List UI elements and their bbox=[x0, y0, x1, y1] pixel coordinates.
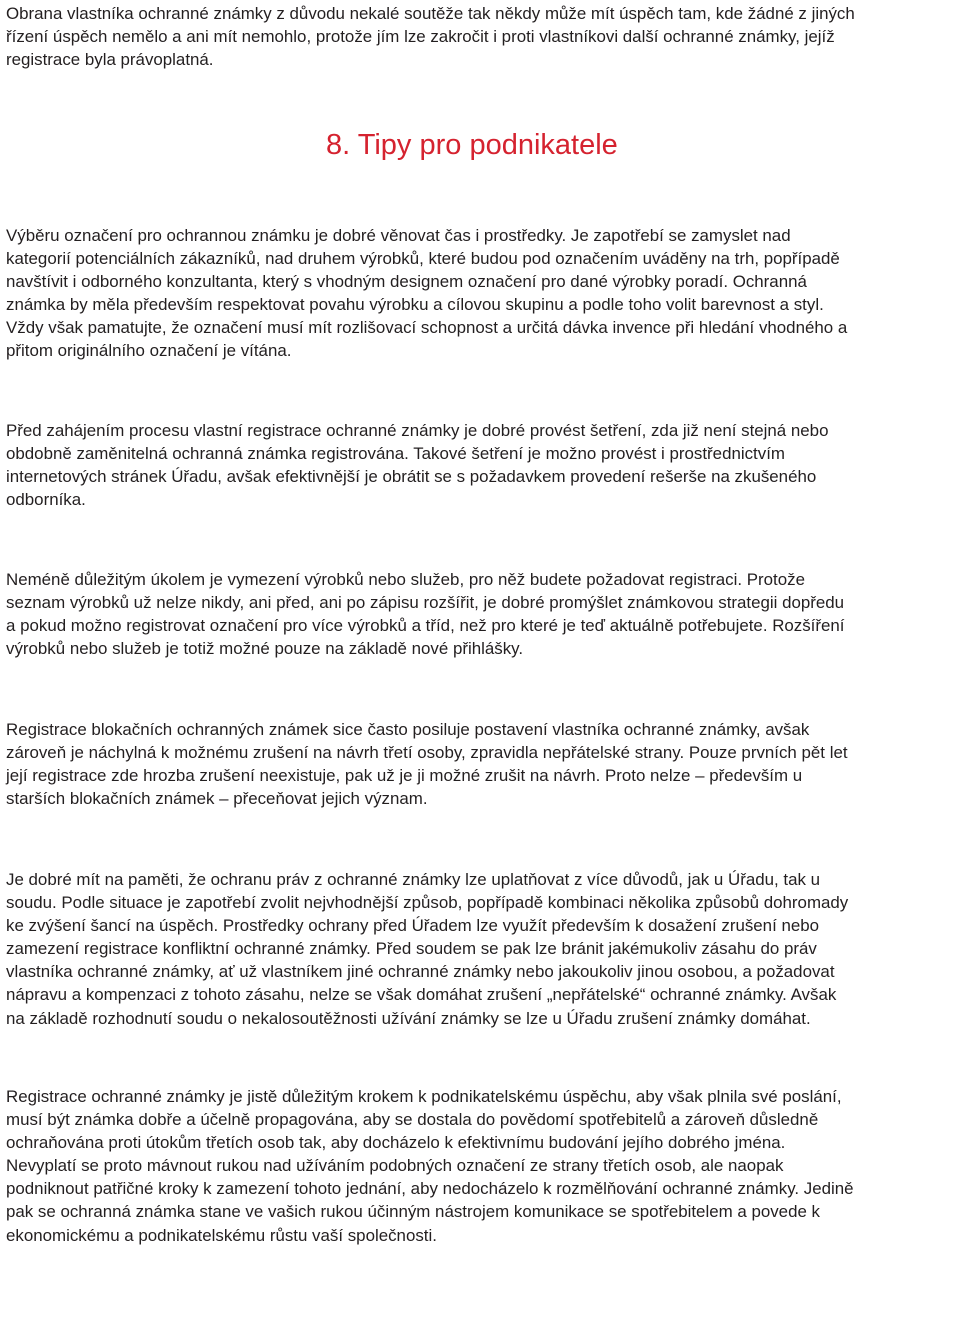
text-line: pak se ochranná známka stane ve vašich rukou účinným nástrojem komunikace se spotřebitelem a povede k bbox=[6, 1202, 820, 1222]
text-line: Registrace blokačních ochranných známek sice často posiluje postavení vlastníka ochranné známky, avšak bbox=[6, 720, 810, 739]
text-line: musí být známka dobře a účelně propagována, aby se dostala do povědomí spotřebitelů a zároveň důsledně bbox=[6, 1110, 819, 1130]
text-line: kategorií potenciálních zákazníků, nad druhem výrobků, které budou pod označením uváděny na trh, popřípadě bbox=[6, 249, 840, 269]
text-line: registrace byla právoplatná. bbox=[6, 50, 214, 70]
text-line: ekonomickému a podnikatelskému růstu vaší společnosti. bbox=[6, 1225, 437, 1245]
text-line: seznam výrobků už nelze nikdy, ani před, ani po zápisu rozšířit, je dobré promýšlet známkovou strategii dopředu bbox=[6, 593, 845, 613]
text-line: Nevyplatí se proto mávnout rukou nad užíváním podobných označení ze strany třetích osob, ale naopak bbox=[6, 1156, 784, 1176]
text-line: obdobně zaměnitelná ochranná známka registrována. Takové šetření je možno provést i prostřednictvím bbox=[6, 444, 785, 464]
text-line: ochraňována proti útokům třetích osob tak, aby docházelo k efektivnímu budování jejího dobrého jména. bbox=[6, 1133, 786, 1153]
text-line: řízení úspěch nemělo a ani mít nemohlo, protože jím lze zakročit i proti vlastníkovi další ochranné známky, jejíž bbox=[6, 27, 835, 47]
text-line: zároveň je náchylná k možnému zrušení na návrh třetí osoby, zpravidla nepřátelské strany. Pouze prvních pět let bbox=[6, 743, 848, 763]
text-line: Obrana vlastníka ochranné známky z důvodu nekalé soutěže tak někdy může mít úspěch tam, kde žádné z jiných bbox=[6, 4, 855, 23]
text-line: Výběru označení pro ochrannou známku je dobré věnovat čas i prostředky. Je zapotřebí se zamyslet nad bbox=[6, 226, 791, 245]
text-line: ke zvýšení šancí na úspěch. Prostředky ochrany před Úřadem lze využít především k dosažení zrušení nebo bbox=[6, 916, 820, 936]
text-line: a pokud možno registrovat označení pro více výrobků a tříd, než pro které je teď aktuálně potřebujete. Rozšíření bbox=[6, 616, 845, 636]
text-line: Vždy však pamatujte, že označení musí mít rozlišovací schopnost a určitá dávka invence při hledání vhodného a bbox=[6, 318, 848, 338]
text-line: Registrace ochranné známky je jistě důležitým krokem k podnikatelskému úspěchu, aby však plnila své poslání, bbox=[6, 1087, 842, 1106]
text-line: Neméně důležitým úkolem je vymezení výrobků nebo služeb, pro něž budete požadovat registraci. Protože bbox=[6, 570, 805, 589]
text-line: navštívit i odborného konzultanta, který s vhodným designem označení pro dané výrobky poradí. Ochranná bbox=[6, 272, 807, 292]
text-line: na základě rozhodnutí soudu o nekalosoutěžnosti užívání známky se lze u Úřadu zrušení známky domáhat. bbox=[6, 1008, 811, 1028]
section-heading: 8. Tipy pro podnikatele bbox=[326, 129, 618, 161]
text-line: její registrace zde hrozba zrušení neexistuje, pak už je ji možné zrušit na návrh. Proto nelze – především u bbox=[6, 766, 803, 786]
text-line: známka by měla především respektovat povahu výrobku a cílovou skupinu a podle toho volit barevnost a styl. bbox=[6, 295, 824, 315]
paragraph-goods-scope bbox=[6, 568, 956, 660]
text-line: Je dobré mít na paměti, že ochranu práv z ochranné známky lze uplatňovat z více důvodů, jak u Úřadu, tak u bbox=[6, 870, 821, 889]
intro-paragraph bbox=[6, 2, 956, 71]
text-line: výrobků nebo služeb je totiž možné pouze na základě nové přihlášky. bbox=[6, 639, 524, 659]
paragraph-trademark-selection bbox=[6, 224, 956, 363]
text-line: soudu. Podle situace je zapotřebí zvolit nejvhodnější způsob, popřípadě kombinaci několika způsobů dohromady bbox=[6, 893, 849, 913]
text-line: internetových stránek Úřadu, avšak efektivnější je obrátit se s požadavkem provedení rešerše na zkušeného bbox=[6, 467, 817, 487]
text-line: odborníka. bbox=[6, 490, 86, 510]
paragraph-blocking-trademarks bbox=[6, 718, 956, 810]
text-line: vlastníka ochranné známky, ať už vlastníkem jiné ochranné známky nebo jakoukoliv jinou osobou, a požadovat bbox=[6, 962, 835, 982]
text-line: podniknout patřičné kroky k zamezení tohoto jednání, aby nedocházelo k rozmělňování ochranné známky. Jedině bbox=[6, 1179, 854, 1199]
text-line: přitom originálního označení je vítána. bbox=[6, 341, 292, 361]
text-line: nápravu a kompenzaci z tohoto zásahu, nelze se však domáhat zrušení „nepřátelské“ ochranné známky. Avšak bbox=[6, 985, 837, 1005]
text-line: zamezení registrace konfliktní ochranné známky. Před soudem se pak lze bránit jakémukoliv zásahu do práv bbox=[6, 939, 817, 959]
text-line: starších blokačních známek – přeceňovat jejich význam. bbox=[6, 789, 428, 809]
text-line: Před zahájením procesu vlastní registrace ochranné známky je dobré provést šetření, zda již není stejná nebo bbox=[6, 421, 829, 440]
paragraph-rights-enforcement bbox=[6, 868, 956, 1030]
paragraph-promotion-protection bbox=[6, 1085, 956, 1247]
paragraph-prior-search bbox=[6, 419, 956, 511]
